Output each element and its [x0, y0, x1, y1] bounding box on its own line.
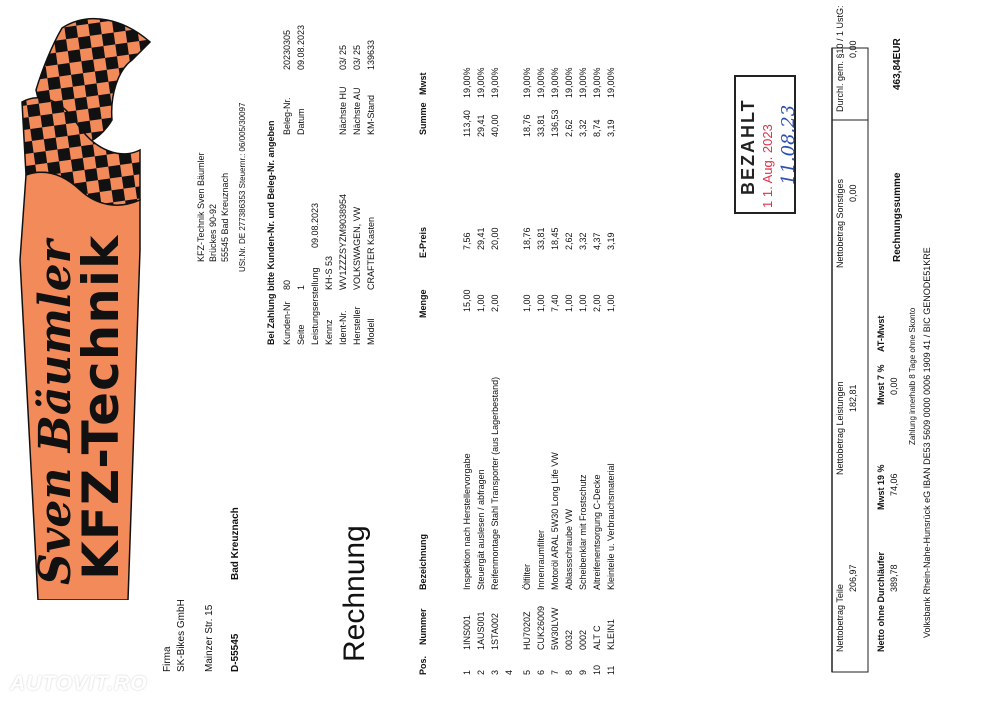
row-pos: 8 — [564, 669, 574, 675]
page-title: Rechnung — [338, 525, 371, 662]
meta-label: Leistungserstellung — [310, 267, 320, 345]
nettobetrag-teile-label: Nettobetrag Teile — [835, 584, 845, 652]
row-unit-price: 3,32 — [578, 232, 588, 250]
row-vat: 19,00% — [564, 67, 574, 98]
meta-value: KH-S 53 — [324, 255, 334, 290]
row-sum: 3,19 — [606, 119, 616, 137]
meta-label: Ident-Nr. — [338, 310, 348, 345]
row-description: Scheibenklar mit Frostschutz — [578, 474, 588, 590]
sender-tax-line: USt.Nr. DE 277386353 Steuernr.: 06/005/30097 — [238, 102, 247, 272]
row-quantity: 1,00 — [606, 294, 616, 312]
row-pos: 10 — [592, 664, 602, 675]
row-pos: 6 — [536, 669, 546, 675]
durchlaeufer-value: 0,00 — [848, 40, 858, 58]
row-sum: 113,40 — [462, 110, 472, 137]
row-pos: 7 — [550, 669, 560, 675]
row-sum: 3,32 — [578, 119, 588, 137]
row-vat: 19,00% — [606, 67, 616, 98]
payment-note: Bei Zahlung bitte Kunden-Nr. und Beleg-Nr. angeben — [266, 120, 276, 345]
meta-label2: Datum — [296, 108, 306, 135]
mwst19-value: 74,06 — [889, 473, 899, 496]
meta-value2: 20230305 — [282, 29, 292, 70]
logo-main-text: KFZ-Technik — [72, 234, 130, 580]
row-unit-price: 2,62 — [564, 232, 574, 250]
row-unit-price: 18,76 — [522, 227, 532, 250]
row-description: Ablassschraube VW — [564, 508, 574, 590]
meta-value: WV1ZZZSYZM9038954 — [338, 193, 348, 290]
paid-stamp-text: BEZAHLT — [738, 98, 758, 195]
row-number: KLEIN1 — [606, 618, 616, 650]
recipient-company-label: Firma — [162, 646, 173, 672]
row-unit-price: 20,00 — [490, 227, 500, 250]
row-quantity: 1,00 — [476, 294, 486, 312]
row-number: 0002 — [578, 629, 588, 650]
rechnungssumme-label: Rechnungssumme — [892, 172, 903, 262]
row-pos: 1 — [462, 669, 472, 675]
row-description: Inspektion nach Herstellervorgabe — [462, 453, 472, 590]
meta-label2: KM-Stand — [366, 94, 376, 135]
payment-terms: Zahlung innerhalb 8 Tage ohne Skonto — [908, 307, 917, 445]
col-header-bezeichnung: Bezeichnung — [418, 533, 428, 590]
paid-stamp-signature: 11.08.23 — [778, 104, 799, 185]
row-sum: 18,76 — [522, 114, 532, 137]
row-sum: 136,53 — [550, 109, 560, 137]
row-quantity: 15,00 — [462, 289, 472, 312]
meta-label2: Nächste HU — [338, 86, 348, 135]
row-pos: 2 — [476, 669, 486, 675]
meta-value2: 139633 — [366, 39, 376, 70]
paid-stamp-date: 1 1. Aug. 2023 — [760, 124, 775, 208]
col-header-mwst: Mwst — [418, 72, 428, 95]
meta-label: Kennz — [324, 319, 334, 345]
sender-name: KFZ-Technik Sven Bäumler — [196, 152, 206, 262]
row-quantity: 1,00 — [522, 294, 532, 312]
row-pos: 5 — [522, 669, 532, 675]
meta-label: Seite — [296, 324, 306, 345]
durchlaeufer-label: Durchl. gem. §10 / 1 UstG: — [835, 5, 845, 112]
row-vat: 19,00% — [592, 67, 602, 98]
col-header-pos: Pos. — [418, 655, 428, 675]
row-quantity: 2,00 — [490, 294, 500, 312]
row-unit-price: 18,45 — [550, 227, 560, 250]
row-quantity: 1,00 — [578, 294, 588, 312]
meta-label2: Nächste AU — [352, 87, 362, 135]
row-vat: 19,00% — [490, 67, 500, 98]
row-pos: 11 — [606, 665, 616, 675]
bank-details: Volksbank Rhein-Nahe-Hunsrück eG IBAN DE53 5609 0000 0006 1909 41 / BIC GENODE51KRE — [922, 247, 932, 638]
row-unit-price: 3,19 — [606, 232, 616, 250]
row-number: 1STA002 — [490, 613, 500, 650]
recipient-postal: D-55545 — [230, 633, 241, 672]
row-description: Steuergät auslesen / abfragen — [476, 469, 486, 590]
nettobetrag-leistungen-label: Nettobetrag Leistungen — [835, 381, 845, 475]
watermark: AUTOVIT.RO — [10, 672, 148, 695]
meta-value2: 03/ 25 — [338, 44, 348, 70]
meta-value2: 09.08.2023 — [296, 24, 306, 70]
row-vat: 19,00% — [522, 67, 532, 98]
recipient-city: Bad Kreuznach — [230, 507, 241, 580]
row-vat: 19,00% — [462, 67, 472, 98]
meta-label: Modell — [366, 318, 376, 345]
row-quantity: 1,00 — [564, 294, 574, 312]
row-description: Innenraumfilter — [536, 529, 546, 590]
row-vat: 19,00% — [476, 67, 486, 98]
meta-value: 80 — [282, 279, 292, 290]
nettobetrag-sonstiges-label: Nettobetrag Sonstiges — [835, 178, 845, 268]
row-number: 1INS001 — [462, 614, 472, 650]
meta-label2: Beleg-Nr. — [282, 97, 292, 135]
row-number: 1AUS001 — [476, 611, 486, 650]
row-pos: 3 — [490, 669, 500, 675]
nettobetrag-teile-value: 206,97 — [848, 564, 858, 592]
netto-ohne-durchlaeufer-label: Netto ohne Durchläufer — [876, 551, 886, 652]
meta-label: Kunden-Nr — [282, 301, 292, 345]
row-number: CUK26009 — [536, 605, 546, 650]
sender-city: 55545 Bad Kreuznach — [220, 172, 230, 262]
recipient-company-name: SK-Bikes GmbH — [176, 599, 187, 672]
mwst19-label: Mwst 19 % — [876, 464, 886, 510]
row-description: Altreifenentsorgung C-Decke — [592, 474, 602, 590]
row-unit-price: 33,81 — [536, 227, 546, 250]
nettobetrag-leistungen-value: 182,81 — [848, 384, 858, 412]
row-quantity: 1,00 — [536, 294, 546, 312]
row-description: Kleinteile u. Verbrauchsmaterial — [606, 463, 616, 590]
row-pos: 9 — [578, 669, 588, 675]
at-mwst-label: AT-Mwst — [876, 315, 886, 352]
row-vat: 19,00% — [536, 67, 546, 98]
meta-label: Hersteller — [352, 306, 362, 345]
meta-value2: 03/ 25 — [352, 44, 362, 70]
row-unit-price: 29,41 — [476, 227, 486, 250]
row-number: 5W30LVW — [550, 607, 560, 650]
mwst7-label: Mwst 7 % — [876, 364, 886, 405]
row-description: Reifenmontage Stahl Transporter (aus Lagerbestand) — [490, 376, 500, 590]
row-vat: 19,00% — [550, 67, 560, 98]
row-sum: 2,62 — [564, 119, 574, 137]
meta-value: 09.08.2023 — [310, 202, 320, 248]
row-sum: 33,81 — [536, 114, 546, 137]
row-quantity: 7,40 — [550, 294, 560, 312]
meta-value: CRAFTER Kasten — [366, 216, 376, 290]
row-sum: 8,74 — [592, 119, 602, 137]
col-header-epreis: E-Preis — [418, 226, 428, 258]
recipient-street: Mainzer Str. 15 — [204, 604, 215, 672]
mwst7-value: 0,00 — [889, 377, 899, 395]
nettobetrag-sonstiges-value: 0,00 — [848, 184, 858, 202]
netto-ohne-durchlaeufer-value: 389,78 — [889, 564, 899, 592]
row-quantity: 2,00 — [592, 294, 602, 312]
row-sum: 29,41 — [476, 114, 486, 137]
row-description: Ölfilter — [522, 563, 532, 590]
row-number: ALT C — [592, 625, 602, 650]
row-number: 0032 — [564, 629, 574, 650]
col-header-menge: Menge — [418, 289, 428, 318]
logo-script-text: Sven Bäumler — [30, 240, 81, 585]
meta-value: VOLKSWAGEN, VW — [352, 206, 362, 290]
row-unit-price: 4,37 — [592, 232, 602, 250]
row-number: HU7020Z — [522, 611, 532, 650]
col-header-nummer: Nummer — [418, 608, 428, 645]
meta-value: 1 — [296, 284, 306, 290]
row-unit-price: 7,56 — [462, 232, 472, 250]
row-description: Motoröl ARAL 5W30 Long Life VW — [550, 452, 560, 590]
rechnungssumme-value: 463,84EUR — [892, 38, 903, 90]
row-vat: 19,00% — [578, 67, 588, 98]
col-header-summe: Summe — [418, 102, 428, 135]
sender-street: Brückes 90-92 — [208, 203, 218, 262]
row-sum: 40,00 — [490, 114, 500, 137]
row-pos: 4 — [504, 669, 514, 675]
